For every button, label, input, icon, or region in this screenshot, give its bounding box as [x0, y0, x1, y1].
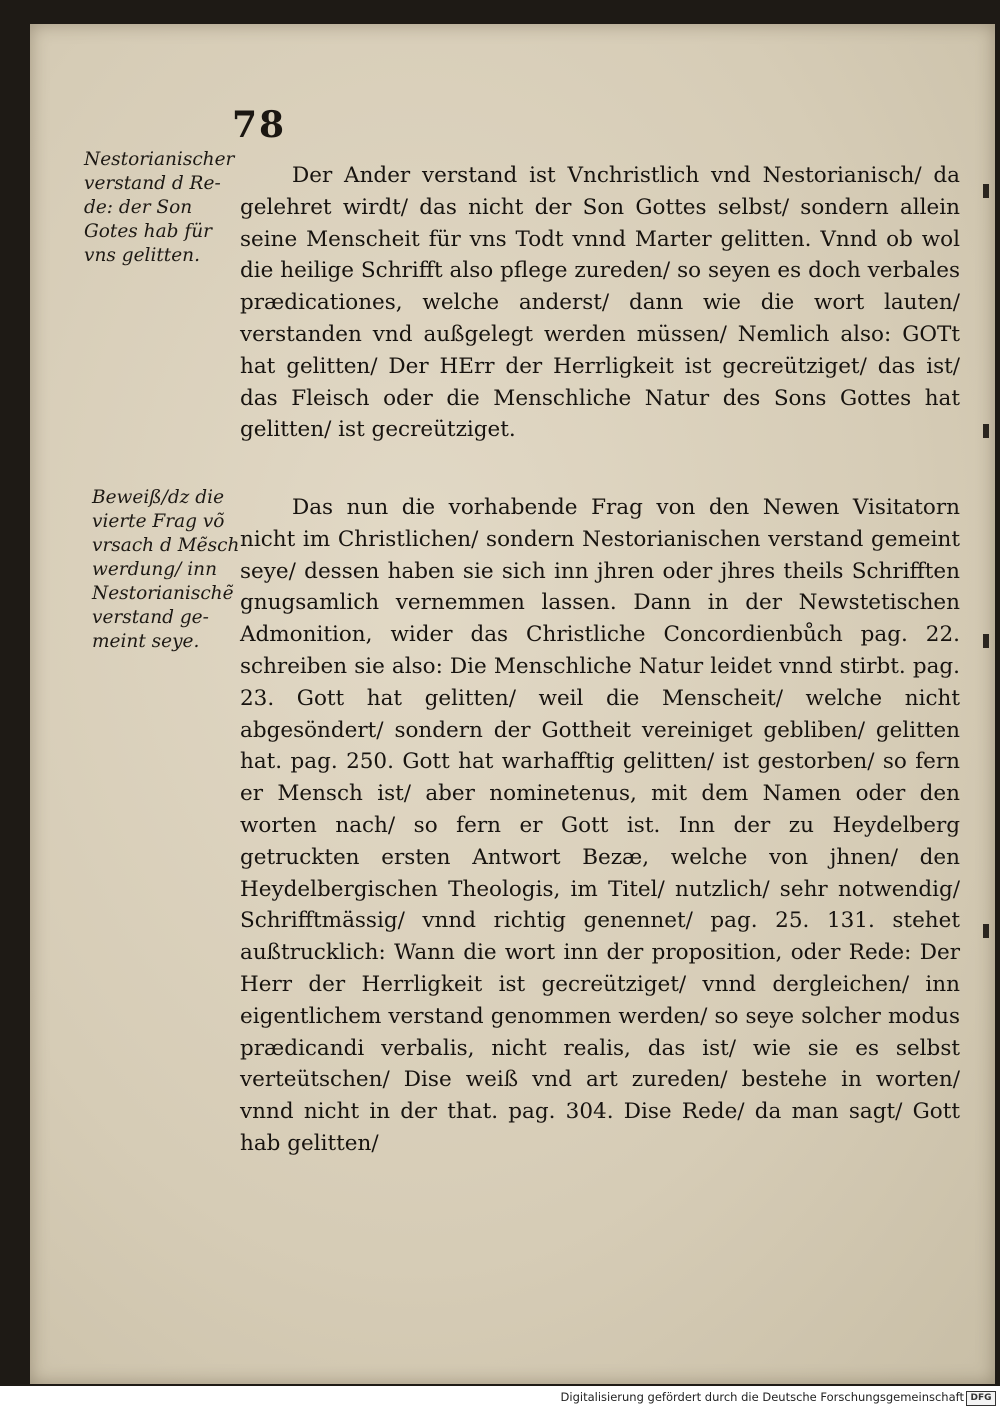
footer-credit: Digitalisierung gefördert durch die Deutsche Forschungsgemeinschaft: [560, 1390, 964, 1404]
dfg-logo: DFG: [966, 1391, 996, 1406]
page-edge-mark: [983, 924, 989, 938]
body-paragraph: Das nun die vorhabende Frag von den Newen Visitatorn nicht im Christlichen/ sondern Nestorianischen verstand gemeint seye/ dessen haben sie sich inn jhren oder jhres theils Schrifften gnugsamlich vernemmen lassen. Dann in der Newstetischen Admonition, wider das Christliche Concordienbůch pag. 22. schreiben sie also: Die Menschliche Natur leidet vnnd stirbt. pag. 23. Gott hat gelitten/ weil die Menscheit/ welche nicht abgesöndert/ sondern der Gottheit vereiniget gebliben/ gelitten hat. pag. 250. Gott hat warhafftig gelitten/ ist gestorben/ so fern er Mensch ist/ aber nominetenus, mit dem Namen oder den worten nach/ so fern er Gott ist. Inn der zu Heydelberg getruckten ersten Antwort Bezæ, welche von jhnen/ den Heydelbergischen Theologis, im Titel/ nutzlich/ sehr notwendig/ Schrifftmässig/ vnnd richtig genennet/ pag. 25. 131. stehet außtrucklich: Wann die wort inn der proposition, oder Rede: Der Herr der Herrligkeit ist gecreütziget/ vnnd dergleichen/ inn eigentlichem verstand genommen werden/ so seye solcher modus prædicandi verbalis, nicht realis, das ist/ wie sie es selbst verteütschen/ Dise weiß vnd art zureden/ bestehe in worten/ vnnd nicht in der that. pag. 304. Dise Rede/ da man sagt/ Gott hab gelitten/: [240, 495, 960, 1156]
body-paragraph: Der Ander verstand ist Vnchristlich vnd Nestorianisch/ da gelehret wirdt/ das nicht der Son Gottes selbst/ sondern allein seine Menscheit für vns Todt vnnd Marter gelitten. Vnnd ob wol die heilige Schrifft also pflege zureden/ so seyen es doch verbales prædicationes, welche anderst/ dann wie die wort lauten/ verstanden vnd außgelegt werden müssen/ Nemlich also: GOTt hat gelitten/ Der HErr der Herrligkeit ist gecreütziget/ das ist/ das Fleisch oder die Menschliche Natur des Sons Gottes hat gelitten/ ist gecreütziget.: [240, 163, 960, 443]
page-edge-mark: [983, 634, 989, 648]
margin-note: Beweiß/dz die vierte Frag võ vrsach d Mẽsch werdung/ inn Nestorianischẽ verstand ge- meint seye.: [92, 487, 240, 652]
page-edge-mark: [983, 184, 989, 198]
page-edge-mark: [983, 424, 989, 438]
margin-note: Nestorianischer verstand d Re- de: der Son Gotes hab für vns gelitten.: [84, 149, 235, 266]
page-number: 78: [232, 104, 287, 146]
digitization-footer: [0, 1388, 1000, 1408]
